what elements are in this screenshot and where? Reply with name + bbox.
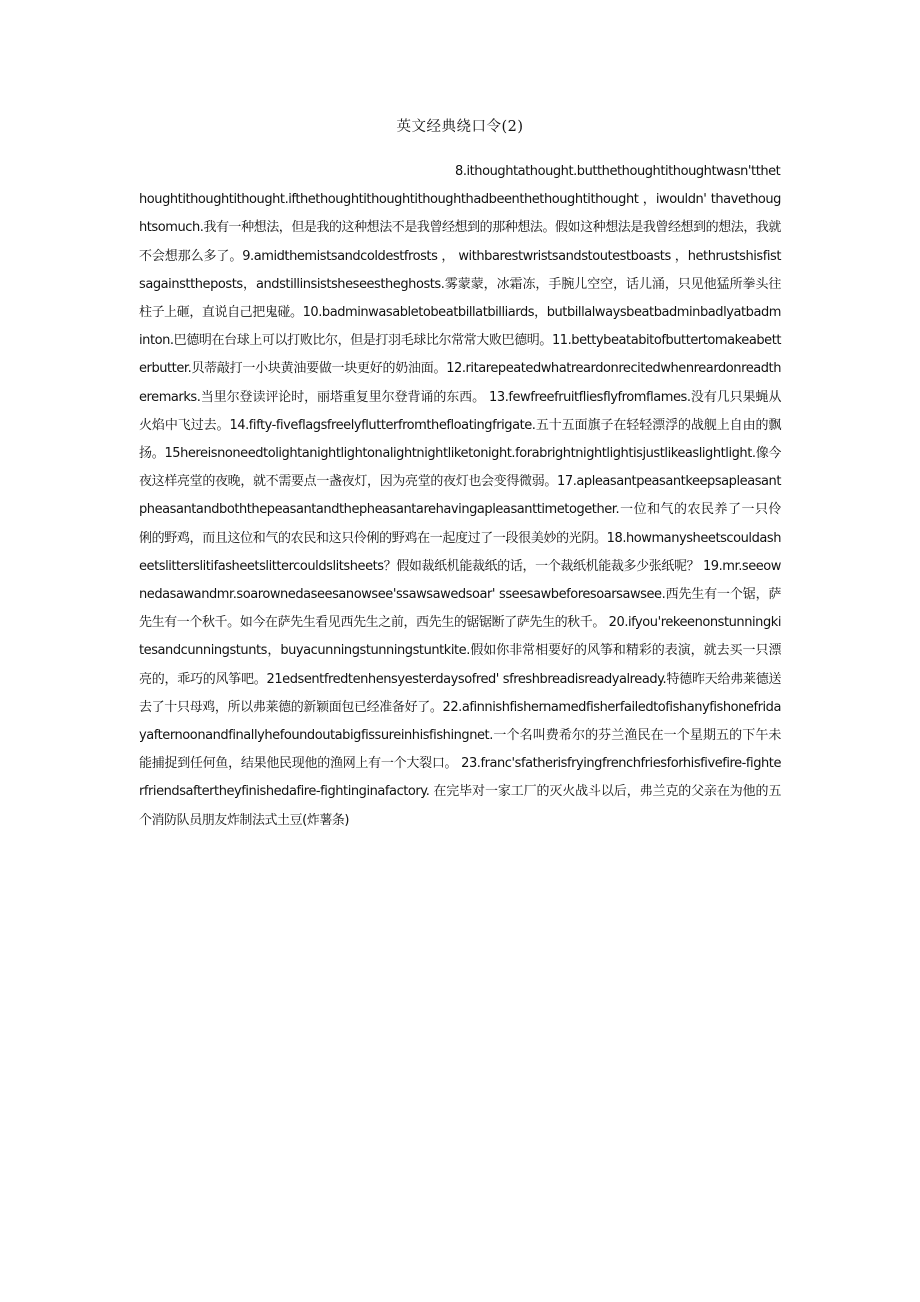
tongue-twister-17: 17.apleasantpeasantkeepsapleasantpheasantandboththepeasantandthepheasantarehavingapleasanttimetogether.一位和气的农民养了一只伶俐的野鸡，而且这位和气的农民和这只伶俐的野鸡在一起度过了一段很美妙的光阴。	[139, 474, 781, 546]
tongue-twister-11: 11.bettybeatabitofbuttertomakeabetterbutter.贝蒂敲打一小块黄油要做一块更好的奶油面。	[139, 333, 781, 377]
tongue-twister-14: 14.fifty-fiveflagsfreelyflutterfromthefloatingfrigate.五十五面旗子在轻轻漂浮的战舰上自由的飘扬。	[139, 417, 781, 462]
tongue-twister-21: 21edsentfredtenhensyesterdaysofred' sfreshbreadisreadyalready.特德昨天给弗莱德送去了十只母鸡，所以弗莱德的新颖面包已经准备好了。	[139, 671, 781, 715]
tongue-twister-15: 15hereisnoneedtolightanightlightonalightnightliketonight.forabrightnightlightisjustlikeaslightlight.像今夜这样亮堂的夜晚，就不需要点一盏夜灯，因为亮堂的夜灯也会变得微弱。	[139, 446, 781, 490]
tongue-twister-12-13: 12.ritarepeatedwhatreardonrecitedwhenreardonreadtheremarks.当里尔登读评论时，丽塔重复里尔登背诵的东西。 13.fewfreefruitfliesflyfromflames.没有几只果蝇从火焰中飞过去。	[139, 361, 781, 433]
document-body	[139, 157, 781, 834]
tongue-twister-8: 8.ithoughtathought.butthethoughtithoughtwasn'tthethoughtithoughtithought.ifthethoughtithoughtithoughthadbeenthethoughtithought ，iwouldn' thavethoughtsomuch.我有一种想法，但是我的这种想法不是我曾经想到的那种想法。假如这种想法是我曾经想到的想法，我就不会想那么多了。	[139, 164, 781, 264]
tongue-twister-9: 9.amidthemistsandcoldestfrosts ， withbarestwristsandstoutestboasts ，hethrustshisfistsagainsttheposts，andstillinsistsheseestheghosts.雾蒙蒙，冰霜冻，手腕儿空空，话儿涌，只见他猛所拳头往柱子上砸，直说自己把鬼碰。	[139, 248, 781, 321]
document-title: 英文经典绕口令(2)	[396, 119, 524, 135]
tongue-twister-22-23: 22.afinnishfishernamedfisherfailedtofishanyfishonefridayafternoonandfinallyhefoundoutabigfissureinhisfishingnet.一个名叫费希尔的芬兰渔民在一个星期五的下午未能捕捉到任何鱼，结果他民现他的渔网上有一个大裂口。 23.franc'sfatherisfryingfrenchfriesforhisfivefire-fighterfriendsaftertheyfinishedafire-fightinginafactory. 在完毕对一家工厂的灭火战斗以后，弗兰克的父亲在为他的五个消防队员朋友炸制法式土豆(炸薯条)	[139, 699, 781, 828]
tongue-twister-18-20: 18.howmanysheetscouldasheetslitterslitifasheetslittercouldslitsheets？假如裁纸机能裁纸的话，一个裁纸机能裁多少张纸呢？ 19.mr.seeownedasawandmr.soarownedaseesanowsee'ssawsawedsoar' sseesawbeforesoarsawsee.西先生有一个锯，萨先生有一个秋千。如今在萨先生看见西先生之前，西先生的锯锯断了萨先生的秋千。 20.ifyou'rekeenonstunningkitesandcunningstunts，buyacunningstunningstuntkite.假如你非常相要好的风筝和精彩的表演，就去买一只漂亮的，乖巧的风筝吧。	[139, 530, 781, 687]
tongue-twister-10: 10.badminwasabletobeatbillatbilliards，butbillalwaysbeatbadminbadlyatbadminton.巴德明在台球上可以打败比尔，但是打羽毛球比尔常常大败巴德明。	[139, 305, 781, 349]
